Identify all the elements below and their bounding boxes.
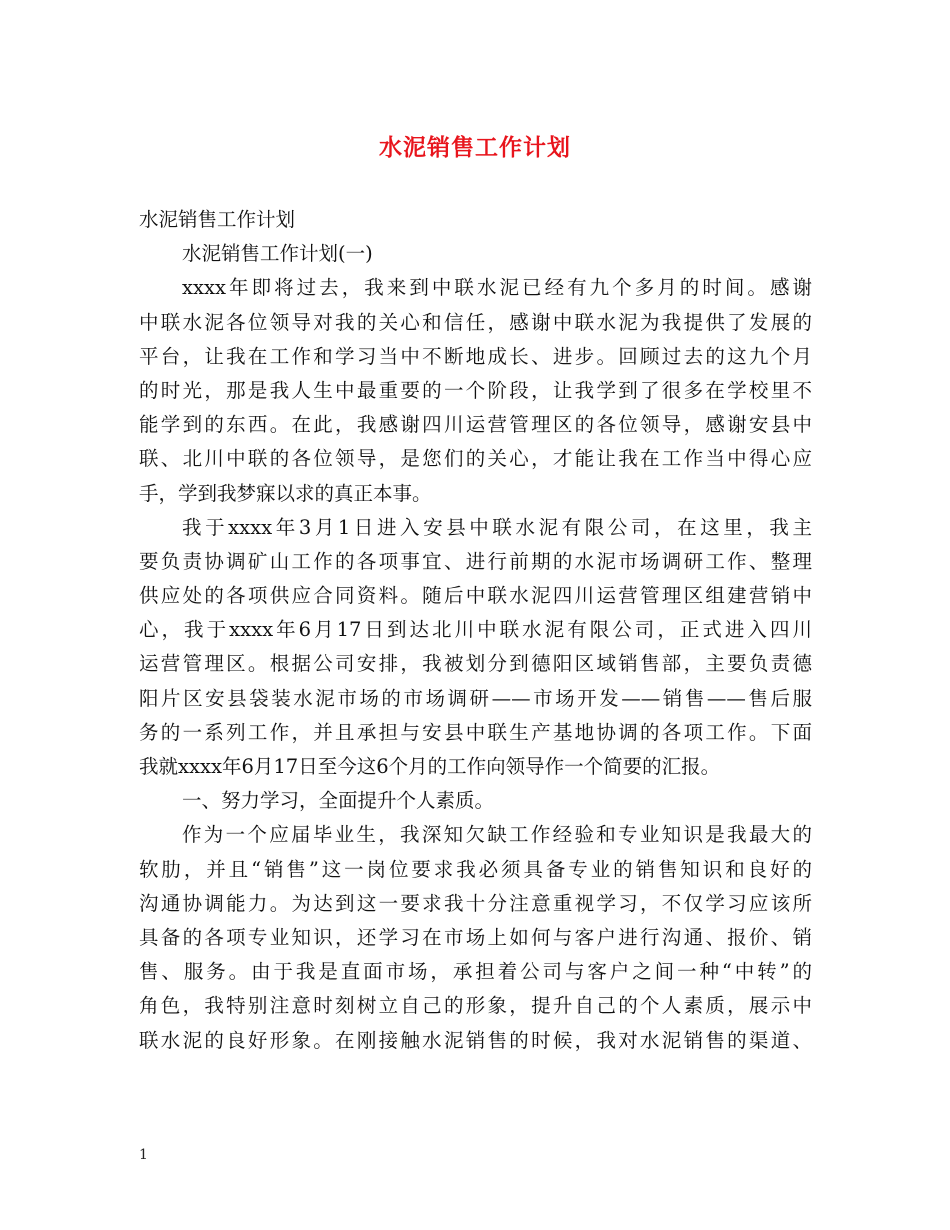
body-line: 供应处的各项供应合同资料。随后中联水泥四川运营管理区组建营销中 <box>139 584 812 608</box>
body-line: 阳片区安县袋装水泥市场的市场调研——市场开发——销售——售后服 <box>139 686 812 710</box>
body-line: 售、服务。由于我是直面市场，承担着公司与客户之间一种“中转”的 <box>139 960 812 984</box>
body-line: 运营管理区。根据公司安排，我被划分到德阳区域销售部，主要负责德 <box>139 652 812 676</box>
body-line: 水泥销售工作计划(一) <box>182 242 373 266</box>
body-line: 联、北川中联的各位领导，是您们的关心，才能让我在工作当中得心应 <box>139 447 812 471</box>
body-line: 能学到的东西。在此，我感谢四川运营管理区的各位领导，感谢安县中 <box>139 413 812 437</box>
body-line: 要负责协调矿山工作的各项事宜、进行前期的水泥市场调研工作、整理 <box>139 549 812 573</box>
body-line: 软肋，并且“销售”这一岗位要求我必须具备专业的销售知识和良好的 <box>139 857 812 881</box>
body-line: xxxx年即将过去，我来到中联水泥已经有九个多月的时间。感谢 <box>182 276 812 300</box>
body-line: 角色，我特别注意时刻树立自己的形象，提升自己的个人素质，展示中 <box>139 994 812 1018</box>
body-line: 我就xxxx年6月17日至今这6个月的工作向领导作一个简要的汇报。 <box>139 755 721 778</box>
body-line: 作为一个应届毕业生，我深知欠缺工作经验和专业知识是我最大的 <box>182 823 812 847</box>
body-line: 中联水泥各位领导对我的关心和信任，感谢中联水泥为我提供了发展的 <box>139 310 812 334</box>
body-line: 手，学到我梦寐以求的真正本事。 <box>139 481 432 505</box>
page-number: 1 <box>139 1147 148 1163</box>
body-line: 平台，让我在工作和学习当中不断地成长、进步。回顾过去的这九个月 <box>139 344 812 368</box>
body-line: 水泥销售工作计划 <box>139 208 296 231</box>
body-line: 务的一系列工作，并且承担与安县中联生产基地协调的各项工作。下面 <box>139 720 812 744</box>
body-line: 心，我于xxxx年6月17日到达北川中联水泥有限公司，正式进入四川 <box>139 618 812 642</box>
document-body <box>139 203 812 1058</box>
document-title: 水泥销售工作计划 <box>379 134 571 161</box>
body-line: 一、努力学习，全面提升个人素质。 <box>182 789 495 813</box>
body-line: 我于xxxx年3月1日进入安县中联水泥有限公司，在这里，我主 <box>182 515 812 539</box>
body-line: 联水泥的良好形象。在刚接触水泥销售的时候，我对水泥销售的渠道、 <box>139 1028 812 1052</box>
body-line: 的时光，那是我人生中最重要的一个阶段，让我学到了很多在学校里不 <box>139 378 812 402</box>
body-line: 沟通协调能力。为达到这一要求我十分注意重视学习，不仅学习应该所 <box>139 891 812 915</box>
body-line: 具备的各项专业知识，还学习在市场上如何与客户进行沟通、报价、销 <box>139 925 812 949</box>
